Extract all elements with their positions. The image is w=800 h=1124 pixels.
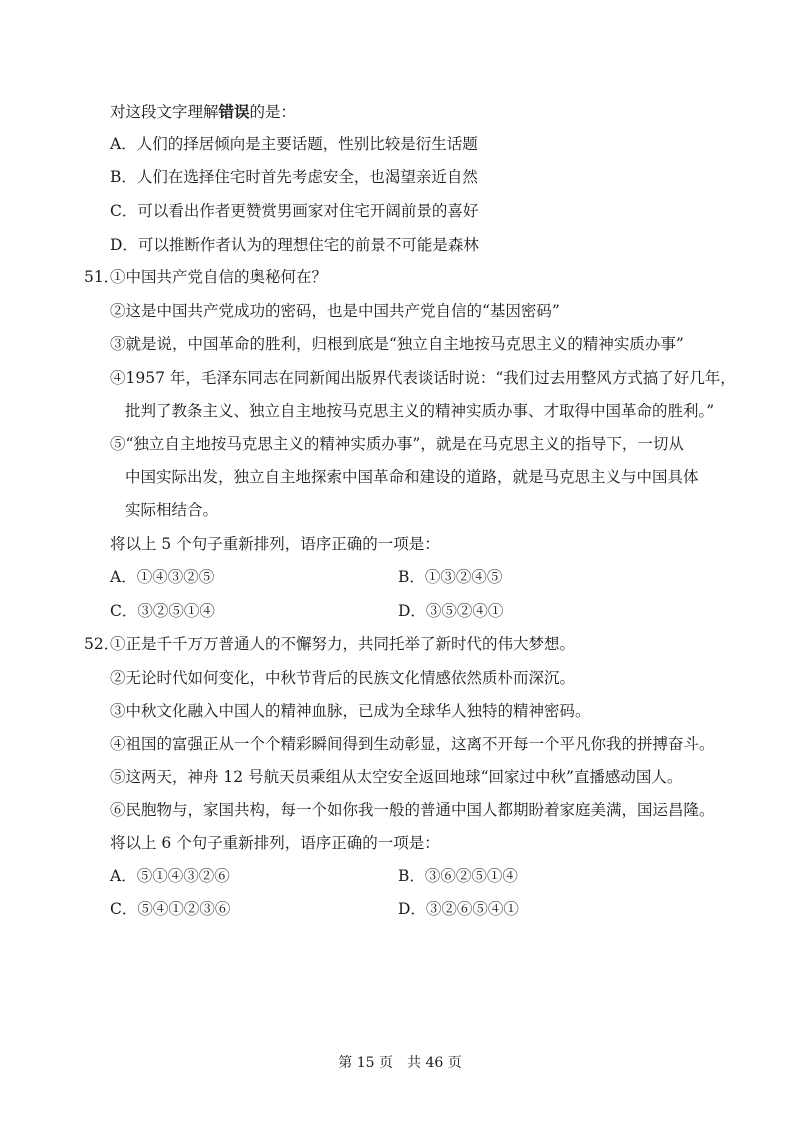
q51-option-c: C．③②⑤①④	[110, 602, 215, 620]
q52-sentence-1: ①正是千千万万普通人的不懈努力，共同托举了新时代的伟大梦想。	[110, 635, 576, 653]
q52-number: 52．	[84, 635, 120, 653]
q51-sentence-5-line-1: ⑤“独立自主地按马克思主义的精神实质办事”，就是在马克思主义的指导下，一切从	[110, 435, 684, 453]
q52-sentence-2: ②无论时代如何变化，中秋节背后的民族文化情感依然质朴而深沉。	[110, 669, 576, 687]
q51-option-d: D．③⑤②④①	[398, 602, 504, 620]
q50-option-c: C．可以看出作者更赞赏男画家对住宅开阔前景的喜好	[110, 202, 479, 220]
q50-option-b: B．人们在选择住宅时首先考虑安全，也渴望亲近自然	[110, 168, 478, 186]
q51-instruction: 将以上 5 个句子重新排列，语序正确的一项是：	[110, 535, 440, 553]
q50-option-d: D．可以推断作者认为的理想住宅的前景不可能是森林	[110, 236, 479, 254]
q52-sentence-3: ③中秋文化融入中国人的精神血脉，已成为全球华人独特的精神密码。	[110, 702, 591, 720]
q51-sentence-4-line-2: 批判了教条主义、独立自主地按马克思主义的精神实质办事、才取得中国革命的胜利。”	[125, 402, 715, 420]
q51-sentence-5-line-3: 实际相结合。	[125, 501, 219, 519]
q50-prompt-bold: 错误	[218, 102, 250, 121]
q50-prompt-prefix: 对这段文字理解	[110, 103, 219, 121]
q52-option-a: A．⑤①④③②⑥	[110, 867, 230, 885]
q51-sentence-4-line-1: ④1957 年，毛泽东同志在同新闻出版界代表谈话时说：“我们过去用整风方式搞了好几年，	[110, 369, 736, 387]
q51-option-b: B．①③②④⑤	[398, 568, 503, 586]
page-footer: 第 15 页 共 46 页	[338, 1055, 462, 1071]
q52-option-b: B．③⑥②⑤①④	[398, 867, 518, 885]
q52-sentence-4: ④祖国的富强正从一个个精彩瞬间得到生动彰显，这离不开每一个平凡你我的拼搏奋斗。	[110, 735, 715, 753]
q52-sentence-5: ⑤这两天，神舟 12 号航天员乘组从太空安全返回地球“回家过中秋”直播感动国人。	[110, 768, 683, 786]
q51-sentence-2: ②这是中国共产党成功的密码，也是中国共产党自信的“基因密码”	[110, 302, 560, 320]
q51-sentence-3: ③就是说，中国革命的胜利，归根到底是“独立自主地按马克思主义的精神实质办事”	[110, 335, 684, 353]
q52-option-d: D．③②⑥⑤④①	[398, 900, 519, 918]
q50-prompt	[110, 101, 296, 123]
q52-instruction: 将以上 6 个句子重新排列，语序正确的一项是：	[110, 834, 440, 852]
q52-sentence-6: ⑥民胞物与，家国共构，每一个如你我一般的普通中国人都期盼着家庭美满，国运昌隆。	[110, 801, 715, 819]
q51-sentence-5-line-2: 中国实际出发，独立自主地探索中国革命和建设的道路，就是马克思主义与中国具体	[125, 468, 699, 486]
q52-option-c: C．⑤④①②③⑥	[110, 900, 231, 918]
q50-prompt-suffix: 的是：	[249, 103, 297, 121]
q51-option-a: A．①④③②⑤	[110, 568, 215, 586]
q51-sentence-1: ①中国共产党自信的奥秘何在？	[110, 268, 328, 286]
q50-option-a: A．人们的择居倾向是主要话题，性别比较是衍生话题	[110, 135, 478, 153]
q51-number: 51．	[84, 268, 120, 286]
